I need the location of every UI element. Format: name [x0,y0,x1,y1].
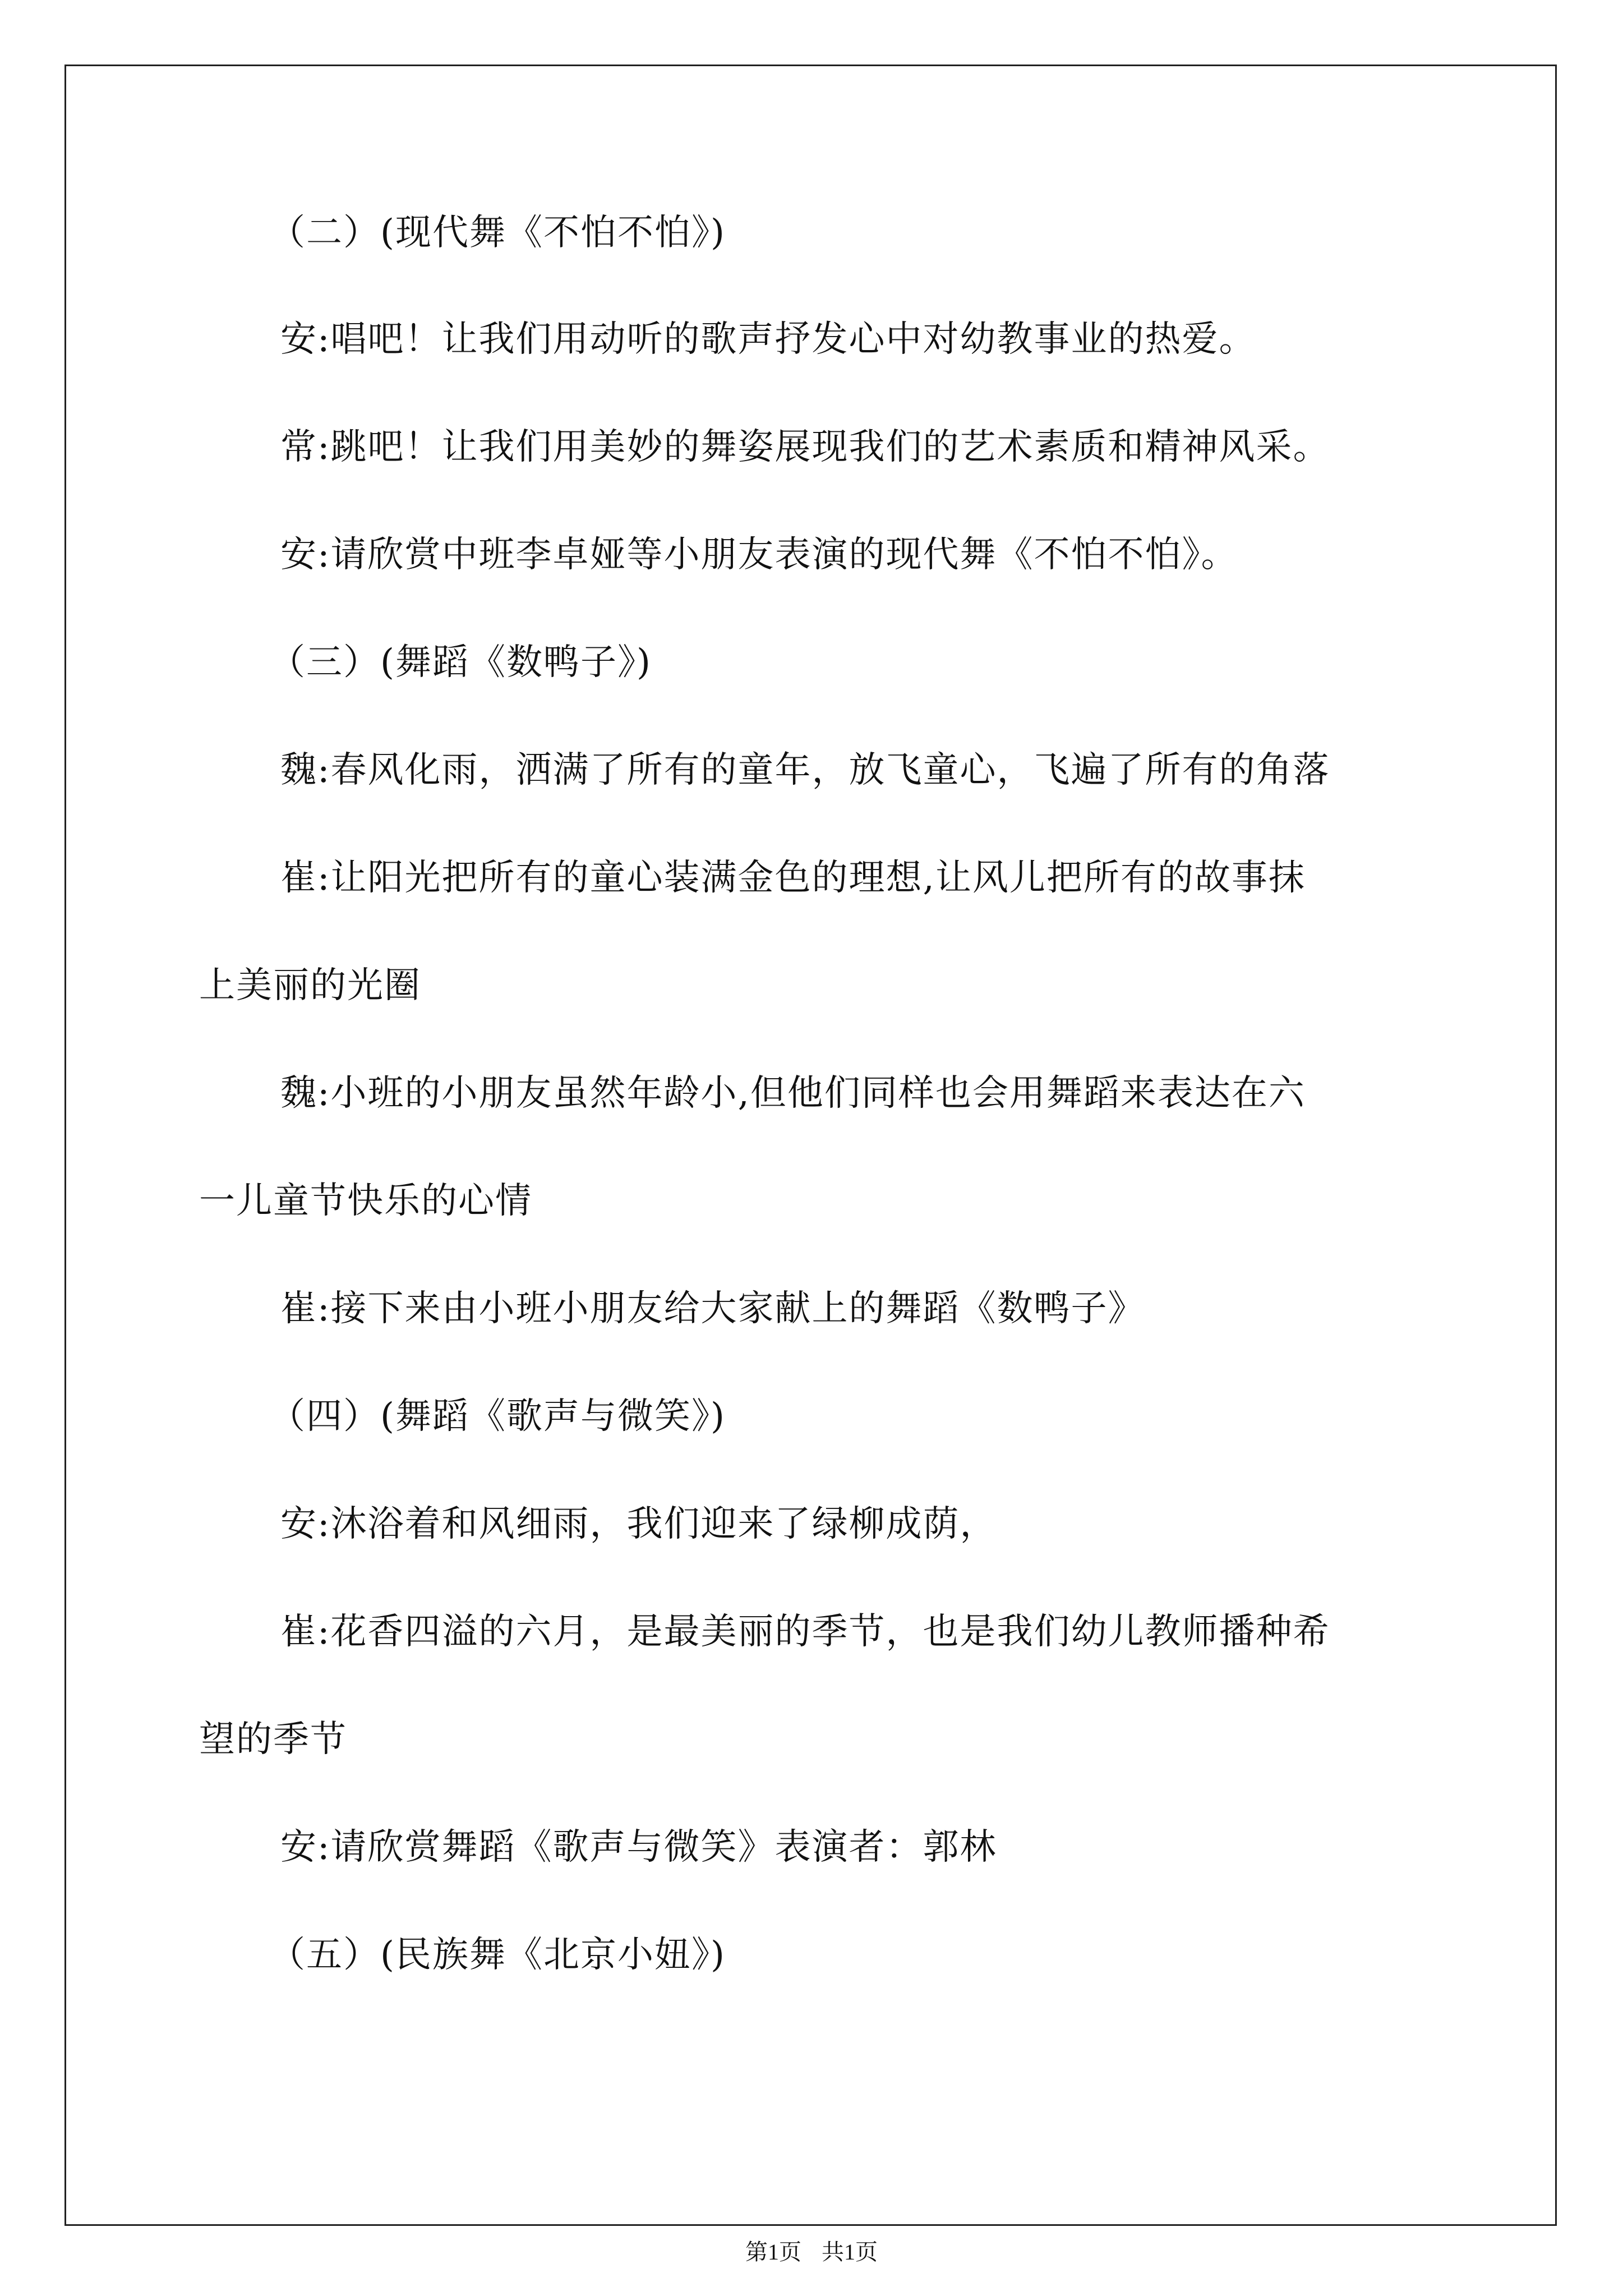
paragraph-line: 安:沐浴着和风细雨，我们迎来了绿柳成荫， [280,1503,997,1545]
paragraph-line: 安:唱吧！让我们用动听的歌声抒发心中对幼教事业的热爱。 [280,319,1256,360]
paragraph-line: 崔:花香四溢的六月，是最美丽的季节，也是我们幼儿教师播种希 [280,1611,1330,1653]
page-footer [0,2235,1623,2269]
paragraph-line: 魏:春风化雨，洒满了所有的童年，放飞童心，飞遍了所有的角落 [280,749,1330,791]
paragraph-line-continued: 一儿童节快乐的心情 [199,1180,532,1222]
paragraph-line-continued: 上美丽的光圈 [199,965,421,1006]
paragraph-line: 安:请欣赏舞蹈《歌声与微笑》表演者：郭林 [280,1826,997,1868]
paragraph-line: 常:跳吧！让我们用美妙的舞姿展现我们的艺术素质和精神风采。 [280,426,1330,468]
section-heading-4: （四）(舞蹈《歌声与微笑》) [269,1396,726,1437]
paragraph-line: 崔:让阳光把所有的童心装满金色的理想,让风儿把所有的故事抹 [280,857,1306,899]
page-border [64,65,1557,2226]
paragraph-line: 魏:小班的小朋友虽然年龄小,但他们同样也会用舞蹈来表达在六 [280,1073,1306,1114]
section-heading-3: （三）(舞蹈《数鸭子》) [269,642,652,683]
page-total: 共1页 [822,2239,878,2265]
paragraph-line: 安:请欣赏中班李卓娅等小朋友表演的现代舞《不怕不怕》。 [280,534,1238,576]
section-heading-2: （二）(现代舞《不怕不怕》) [269,212,726,254]
page-number: 第1页 [745,2239,801,2265]
section-heading-5: （五）(民族舞《北京小妞》) [269,1934,726,1976]
paragraph-line: 崔:接下来由小班小朋友给大家献上的舞蹈《数鸭子》 [280,1288,1145,1329]
paragraph-line-continued: 望的季节 [199,1719,347,1760]
